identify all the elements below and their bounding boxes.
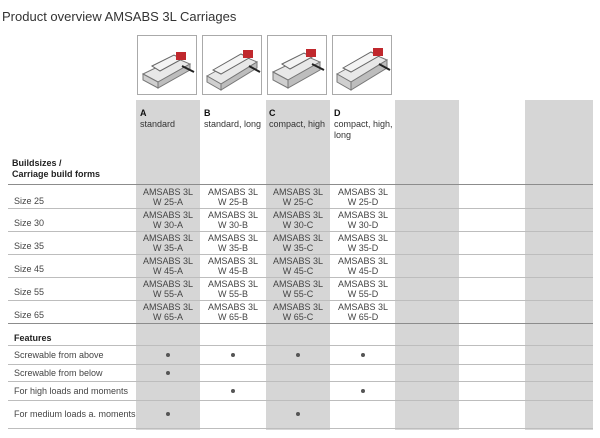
divider [8, 381, 593, 382]
product-code: AMSABS 3L W 30-B [207, 210, 259, 230]
carriage-image-d [332, 35, 392, 95]
product-code: AMSABS 3L W 35-D [337, 233, 389, 253]
product-code: AMSABS 3L W 45-A [142, 256, 194, 276]
table-label-line2: Carriage build forms [12, 169, 101, 179]
divider [8, 400, 593, 401]
column-header-b [204, 108, 266, 130]
product-code: AMSABS 3L W 25-C [272, 187, 324, 207]
divider [8, 184, 593, 185]
divider [8, 345, 593, 346]
divider [8, 208, 593, 209]
column-name: compact, high, long [334, 119, 393, 140]
column-letter: B [204, 108, 211, 118]
feature-dot [231, 353, 235, 357]
column-letter: D [334, 108, 341, 118]
feature-row-label: For high loads and moments [14, 386, 129, 396]
product-code: AMSABS 3L W 35-A [142, 233, 194, 253]
product-code: AMSABS 3L W 45-B [207, 256, 259, 276]
column-letter: A [140, 108, 147, 118]
carriage-image-c [267, 35, 327, 95]
column-name: standard, long [204, 119, 262, 129]
size-row-label: Size 30 [14, 218, 45, 228]
divider [8, 277, 593, 278]
feature-row-label: Screwable from below [14, 368, 103, 378]
product-code: AMSABS 3L W 45-D [337, 256, 389, 276]
column-header-d [334, 108, 396, 141]
product-code: AMSABS 3L W 45-C [272, 256, 324, 276]
feature-dot [166, 353, 170, 357]
product-code: AMSABS 3L W 65-C [272, 302, 324, 322]
divider [8, 231, 593, 232]
product-code: AMSABS 3L W 55-B [207, 279, 259, 299]
product-code: AMSABS 3L W 55-C [272, 279, 324, 299]
product-code: AMSABS 3L W 55-D [337, 279, 389, 299]
size-row-label: Size 65 [14, 310, 45, 320]
product-code: AMSABS 3L W 25-B [207, 187, 259, 207]
size-row-label: Size 45 [14, 264, 45, 274]
product-code: AMSABS 3L W 25-A [142, 187, 194, 207]
size-row-label: Size 55 [14, 287, 45, 297]
product-code: AMSABS 3L W 35-C [272, 233, 324, 253]
feature-row-label: For medium loads a. moments [14, 409, 136, 419]
size-row-label: Size 35 [14, 241, 45, 251]
carriage-image-b [202, 35, 262, 95]
column-name: compact, high [269, 119, 326, 129]
feature-dot [166, 412, 170, 416]
product-code: AMSABS 3L W 30-A [142, 210, 194, 230]
divider [8, 300, 593, 301]
product-code: AMSABS 3L W 35-B [207, 233, 259, 253]
product-code: AMSABS 3L W 30-D [337, 210, 389, 230]
product-code: AMSABS 3L W 65-B [207, 302, 259, 322]
product-code: AMSABS 3L W 55-A [142, 279, 194, 299]
column-name: standard [140, 119, 176, 129]
feature-row-label: Screwable from above [14, 350, 104, 360]
page-title: Product overview AMSABS 3L Carriages [2, 9, 237, 24]
divider [8, 254, 593, 255]
column-header-c [269, 108, 331, 130]
feature-dot [231, 389, 235, 393]
table-label-line1: Buildsizes / [12, 158, 62, 168]
size-row-label: Size 25 [14, 196, 45, 206]
feature-dot [361, 353, 365, 357]
table-label [12, 158, 100, 180]
feature-dot [296, 412, 300, 416]
product-code: AMSABS 3L W 30-C [272, 210, 324, 230]
divider [8, 428, 593, 429]
product-code: AMSABS 3L W 25-D [337, 187, 389, 207]
divider [8, 323, 593, 324]
divider [8, 364, 593, 365]
column-header-a [140, 108, 198, 130]
product-code: AMSABS 3L W 65-D [337, 302, 389, 322]
feature-dot [166, 371, 170, 375]
features-heading: Features [14, 333, 52, 343]
product-code: AMSABS 3L W 65-A [142, 302, 194, 322]
feature-dot [296, 353, 300, 357]
carriage-image-a [137, 35, 197, 95]
column-letter: C [269, 108, 276, 118]
feature-dot [361, 389, 365, 393]
